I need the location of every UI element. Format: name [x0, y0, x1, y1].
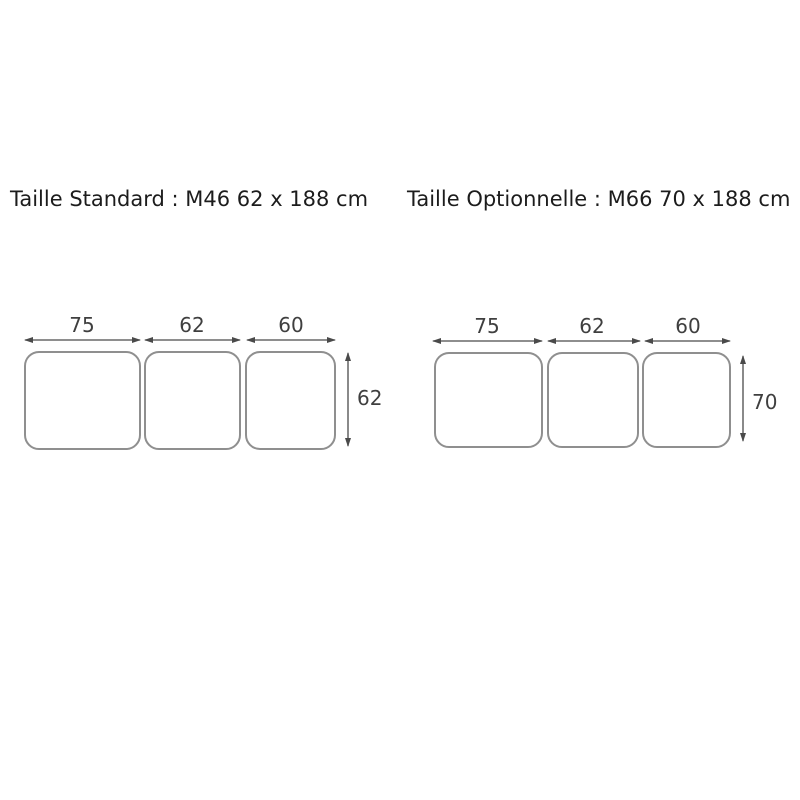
middle-section-panel [145, 352, 240, 449]
head-section-panel [25, 352, 140, 449]
standard-size-title: Taille Standard : M46 62 x 188 cm [10, 187, 369, 211]
optional-size-figure [400, 300, 800, 470]
foot-section-width-label: 60 [675, 314, 701, 338]
standard-size-figure [0, 300, 400, 470]
head-section-panel [435, 353, 542, 447]
foot-section-width-label: 60 [278, 313, 304, 337]
depth-dimension-label: 70 [752, 390, 778, 414]
depth-dimension-label: 62 [357, 386, 383, 410]
foot-section-panel [246, 352, 335, 449]
middle-section-panel [548, 353, 638, 447]
head-section-width-label: 75 [69, 313, 95, 337]
middle-section-width-label: 62 [579, 314, 605, 338]
optional-size-title: Taille Optionnelle : M66 70 x 188 cm [407, 187, 791, 211]
head-section-width-label: 75 [474, 314, 500, 338]
middle-section-width-label: 62 [179, 313, 205, 337]
foot-section-panel [643, 353, 730, 447]
